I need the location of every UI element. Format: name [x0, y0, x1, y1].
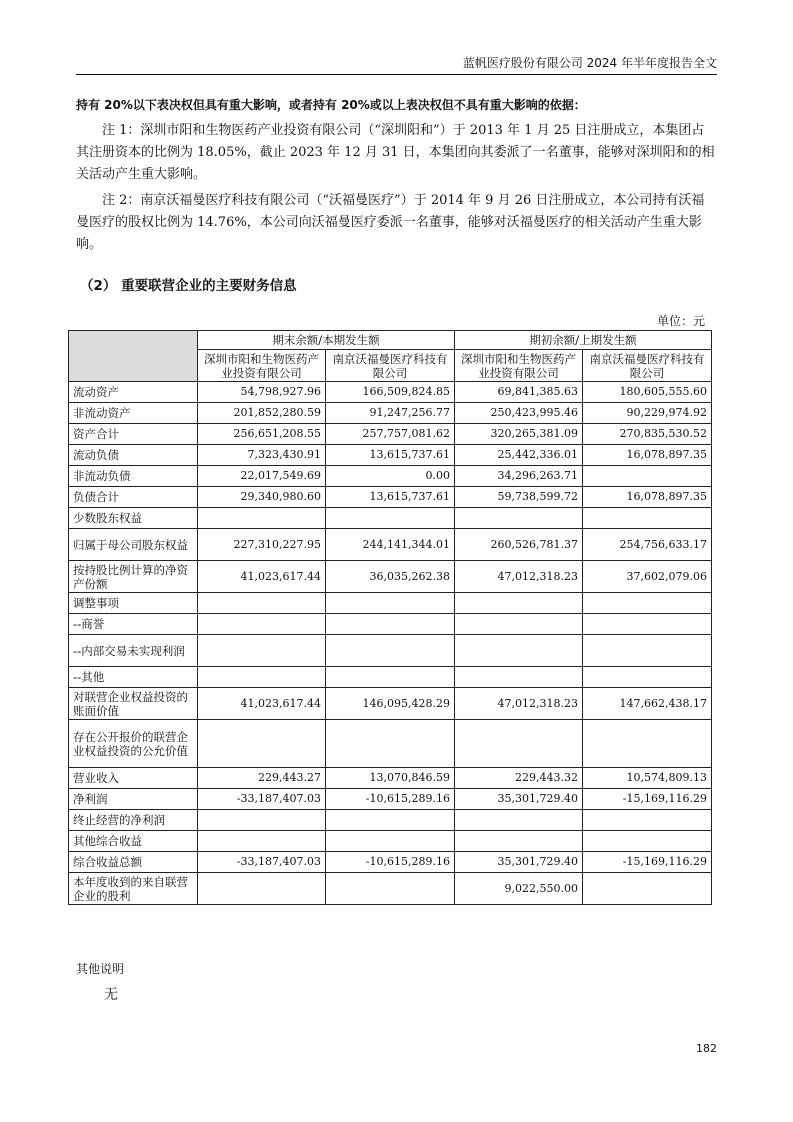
value-cell	[583, 831, 712, 852]
row-label: --其他	[69, 667, 198, 688]
value-cell	[583, 810, 712, 831]
row-label: 按持股比例计算的净资产份额	[69, 561, 198, 593]
row-label: 少数股东权益	[69, 508, 198, 529]
value-cell: 201,852,280.59	[198, 403, 326, 424]
row-label: 归属于母公司股东权益	[69, 529, 198, 561]
value-cell: 9,022,550.00	[455, 873, 583, 905]
table-row	[69, 487, 712, 508]
table-row	[69, 466, 712, 487]
value-cell: -15,169,116.29	[583, 852, 712, 873]
row-label: 负债合计	[69, 487, 198, 508]
value-cell: 147,662,438.17	[583, 688, 712, 720]
value-cell	[583, 635, 712, 667]
other-notes-label: 其他说明	[76, 962, 125, 976]
table-row	[69, 852, 712, 873]
value-cell: -33,187,407.03	[198, 789, 326, 810]
row-label: 终止经营的净利润	[69, 810, 198, 831]
value-cell: 35,301,729.40	[455, 789, 583, 810]
table-row	[69, 789, 712, 810]
page-number: 182	[696, 1042, 717, 1055]
value-cell: 25,442,336.01	[455, 445, 583, 466]
table-row	[69, 561, 712, 593]
value-cell: 34,296,263.71	[455, 466, 583, 487]
section-title: （2） 重要联营企业的主要财务信息	[80, 278, 297, 294]
value-cell	[198, 667, 326, 688]
sub-header: 南京沃福曼医疗科技有限公司	[583, 350, 712, 382]
value-cell: 244,141,344.01	[326, 529, 455, 561]
row-label: 资产合计	[69, 424, 198, 445]
value-cell	[326, 873, 455, 905]
value-cell	[455, 593, 583, 614]
value-cell: 260,526,781.37	[455, 529, 583, 561]
value-cell: 166,509,824.85	[326, 382, 455, 403]
value-cell: 229,443.27	[198, 768, 326, 789]
value-cell	[455, 635, 583, 667]
row-label: --商誉	[69, 614, 198, 635]
value-cell	[455, 831, 583, 852]
lead-paragraph: 持有 20%以下表决权但具有重大影响，或者持有 20%或以上表决权但不具有重大影响的依据：	[76, 98, 586, 112]
table-row	[69, 445, 712, 466]
table-corner-cell	[69, 331, 198, 382]
value-cell: 47,012,318.23	[455, 561, 583, 593]
group-header-prior: 期初余额/上期发生额	[455, 331, 712, 350]
value-cell: 256,651,208.55	[198, 424, 326, 445]
table-row	[69, 688, 712, 720]
value-cell: 270,835,530.52	[583, 424, 712, 445]
value-cell	[583, 873, 712, 905]
sub-header: 深圳市阳和生物医药产业投资有限公司	[455, 350, 583, 382]
value-cell	[326, 810, 455, 831]
row-label: 净利润	[69, 789, 198, 810]
value-cell	[455, 720, 583, 768]
value-cell: 90,229,974.92	[583, 403, 712, 424]
row-label: 非流动资产	[69, 403, 198, 424]
value-cell	[198, 720, 326, 768]
value-cell: 41,023,617.44	[198, 561, 326, 593]
value-cell	[198, 635, 326, 667]
value-cell: 41,023,617.44	[198, 688, 326, 720]
value-cell	[326, 720, 455, 768]
value-cell	[455, 614, 583, 635]
value-cell	[326, 593, 455, 614]
table-row	[69, 810, 712, 831]
unit-label: 单位：元	[656, 314, 705, 328]
value-cell: -15,169,116.29	[583, 789, 712, 810]
value-cell: 13,070,846.59	[326, 768, 455, 789]
sub-header: 深圳市阳和生物医药产业投资有限公司	[198, 350, 326, 382]
value-cell: 0.00	[326, 466, 455, 487]
value-cell: 59,738,599.72	[455, 487, 583, 508]
table-row	[69, 873, 712, 905]
table-row	[69, 529, 712, 561]
value-cell: 16,078,897.35	[583, 445, 712, 466]
value-cell: 69,841,385.63	[455, 382, 583, 403]
note-1: 注 1：深圳市阳和生物医药产业投资有限公司（“深圳阳和”）于 2013 年 1 月 25 日注册成立，本集团占其注册资本的比例为 18.05%，截止 2023 年 12 月 31 日，本集团向其委派了一名董事，能够对深圳阳和的相关活动产生重大影响。	[76, 123, 715, 182]
value-cell	[583, 667, 712, 688]
value-cell	[326, 635, 455, 667]
row-label: 对联营企业权益投资的账面价值	[69, 688, 198, 720]
table-row	[69, 593, 712, 614]
value-cell: 36,035,262.38	[326, 561, 455, 593]
value-cell: 320,265,381.09	[455, 424, 583, 445]
row-label: 流动资产	[69, 382, 198, 403]
row-label: --内部交易未实现利润	[69, 635, 198, 667]
other-notes-body: 无	[104, 987, 118, 1003]
value-cell	[583, 614, 712, 635]
table-row	[69, 382, 712, 403]
table-row	[69, 614, 712, 635]
row-label: 营业收入	[69, 768, 198, 789]
table-row	[69, 831, 712, 852]
value-cell	[583, 720, 712, 768]
value-cell	[455, 667, 583, 688]
value-cell	[326, 508, 455, 529]
value-cell: 13,615,737.61	[326, 445, 455, 466]
value-cell	[198, 593, 326, 614]
value-cell: 146,095,428.29	[326, 688, 455, 720]
value-cell: -10,615,289.16	[326, 852, 455, 873]
value-cell	[326, 831, 455, 852]
table-row	[69, 768, 712, 789]
table-body	[69, 382, 712, 905]
row-label: 其他综合收益	[69, 831, 198, 852]
table-row	[69, 720, 712, 768]
row-label: 调整事项	[69, 593, 198, 614]
value-cell: 37,602,079.06	[583, 561, 712, 593]
value-cell	[326, 667, 455, 688]
value-cell: 91,247,256.77	[326, 403, 455, 424]
table-row	[69, 508, 712, 529]
table-row	[69, 667, 712, 688]
value-cell	[198, 810, 326, 831]
value-cell: 10,574,809.13	[583, 768, 712, 789]
financial-info-table	[68, 330, 712, 905]
row-label: 存在公开报价的联营企业权益投资的公允价值	[69, 720, 198, 768]
value-cell	[455, 810, 583, 831]
group-header-current: 期末余额/本期发生额	[198, 331, 455, 350]
row-label: 本年度收到的来自联营企业的股利	[69, 873, 198, 905]
row-label: 非流动负债	[69, 466, 198, 487]
row-label: 流动负债	[69, 445, 198, 466]
value-cell: 54,798,927.96	[198, 382, 326, 403]
row-label: 综合收益总额	[69, 852, 198, 873]
value-cell	[198, 508, 326, 529]
value-cell: -10,615,289.16	[326, 789, 455, 810]
value-cell: 257,757,081.62	[326, 424, 455, 445]
note-2: 注 2：南京沃福曼医疗科技有限公司（“沃福曼医疗”）于 2014 年 9 月 26 日注册成立，本公司持有沃福曼医疗的股权比例为 14.76%，本公司向沃福曼医疗委派一名董事，能够对沃福曼医疗的相关活动产生重大影响。	[76, 193, 705, 252]
value-cell: 7,323,430.91	[198, 445, 326, 466]
sub-header: 南京沃福曼医疗科技有限公司	[326, 350, 455, 382]
value-cell: -33,187,407.03	[198, 852, 326, 873]
value-cell: 22,017,549.69	[198, 466, 326, 487]
value-cell	[198, 831, 326, 852]
value-cell	[583, 466, 712, 487]
table-row	[69, 635, 712, 667]
value-cell: 47,012,318.23	[455, 688, 583, 720]
table-row	[69, 424, 712, 445]
value-cell	[326, 614, 455, 635]
value-cell	[198, 873, 326, 905]
value-cell: 29,340,980.60	[198, 487, 326, 508]
value-cell: 254,756,633.17	[583, 529, 712, 561]
value-cell	[198, 614, 326, 635]
value-cell: 227,310,227.95	[198, 529, 326, 561]
value-cell: 13,615,737.61	[326, 487, 455, 508]
table-row	[69, 403, 712, 424]
value-cell: 229,443.32	[455, 768, 583, 789]
value-cell	[583, 593, 712, 614]
value-cell	[583, 508, 712, 529]
value-cell: 16,078,897.35	[583, 487, 712, 508]
value-cell	[455, 508, 583, 529]
value-cell: 250,423,995.46	[455, 403, 583, 424]
value-cell: 35,301,729.40	[455, 852, 583, 873]
page-header: 蓝帆医疗股份有限公司 2024 年半年度报告全文	[76, 54, 717, 75]
value-cell: 180,605,555.60	[583, 382, 712, 403]
